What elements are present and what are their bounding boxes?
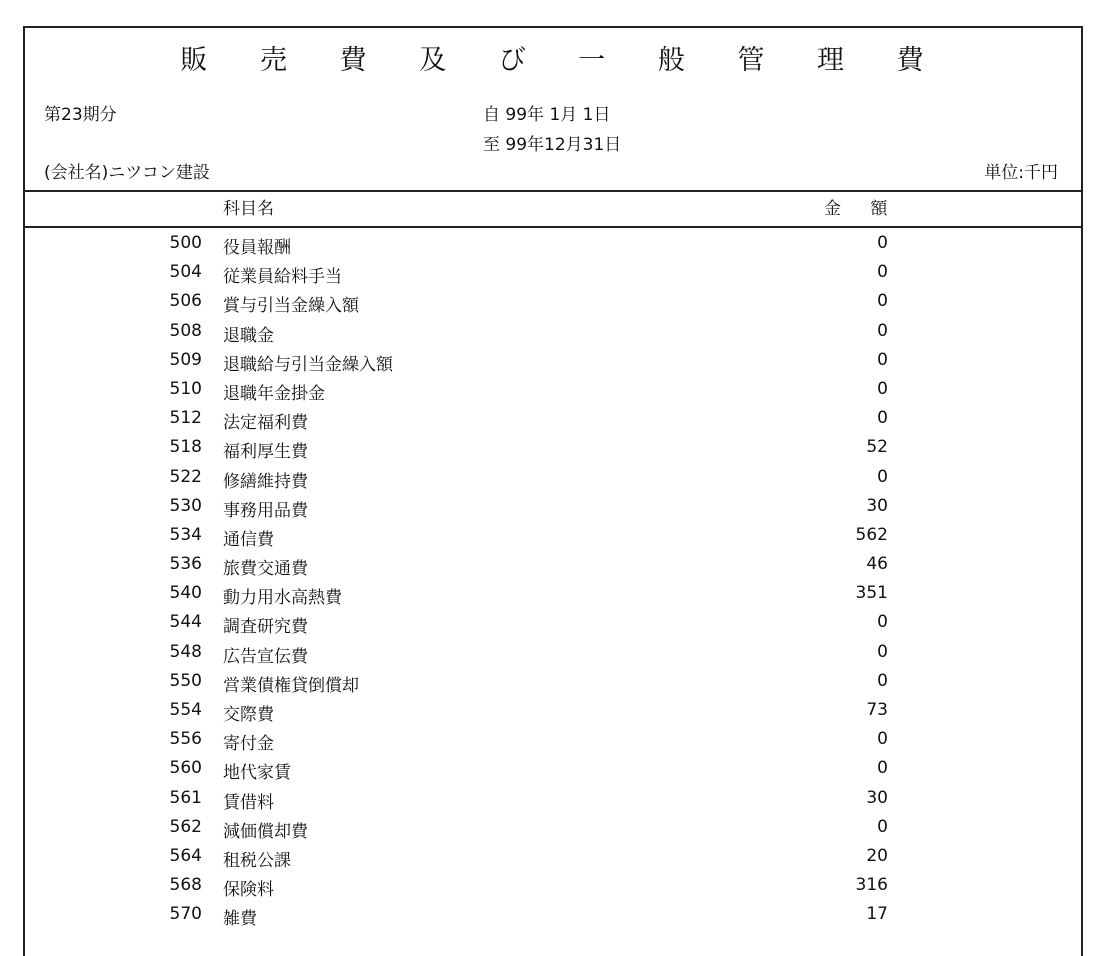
table-row [0,725,1104,754]
account-code: 560 [169,758,202,779]
report-title: 販 売 費 及 び 一 般 管 理 費 [180,45,946,76]
account-amount: 0 [877,349,888,370]
table-row [0,579,1104,608]
account-amount: 0 [877,262,888,283]
table-row [0,550,1104,579]
account-amount: 0 [877,729,888,750]
table-row [0,287,1104,316]
account-amount: 30 [866,495,888,516]
table-row [0,784,1104,813]
table-row [0,900,1104,929]
period-from-date: 自 99年 1月 1日 [483,105,611,125]
table-row [0,696,1104,725]
account-amount: 0 [877,378,888,399]
account-code: 518 [169,437,202,458]
table-row [0,638,1104,667]
account-amount: 17 [866,904,888,925]
table-row [0,871,1104,900]
table-row [0,608,1104,637]
account-amount: 46 [866,554,888,575]
column-header-account-name: 科目名 [223,199,274,219]
account-code: 536 [169,554,202,575]
table-row [0,492,1104,521]
table-row [0,433,1104,462]
account-name: 役員報酬 [223,238,291,258]
account-name: 寄付金 [223,734,274,755]
account-code: 522 [169,466,202,487]
account-amount: 0 [877,291,888,312]
account-amount: 73 [866,700,888,720]
account-name: 地代家賃 [223,763,291,784]
account-code: 570 [169,904,202,925]
account-name: 雑費 [223,909,257,930]
account-amount: 0 [877,641,888,662]
account-name: 退職給与引当金繰入額 [223,354,393,375]
account-amount: 0 [877,233,888,253]
account-amount: 0 [877,816,888,837]
table-row [0,813,1104,842]
table-row [0,346,1104,375]
account-code: 562 [169,816,202,837]
account-name: 営業債権貸倒償却 [223,675,359,696]
account-name: 広告宣伝費 [223,646,308,667]
header-bottom-rule [24,226,1082,228]
header-top-rule [24,190,1082,192]
account-amount: 30 [866,787,888,808]
account-code: 556 [169,729,202,750]
account-name: 賞与引当金繰入額 [223,296,359,317]
account-code: 512 [169,408,202,429]
account-name: 保険料 [223,880,274,901]
account-code: 544 [169,612,202,633]
account-amount: 0 [877,670,888,691]
expense-table-body [0,229,1104,930]
table-row [0,375,1104,404]
account-code: 564 [169,845,202,866]
account-name: 修繕維持費 [223,471,308,492]
account-code: 530 [169,495,202,516]
account-code: 504 [169,262,202,283]
table-row [0,667,1104,696]
account-name: 退職年金掛金 [223,383,325,404]
account-code: 500 [169,233,202,253]
account-code: 550 [169,670,202,691]
table-row [0,754,1104,783]
account-amount: 0 [877,612,888,633]
account-code: 548 [169,641,202,662]
account-code: 554 [169,700,202,720]
account-code: 568 [169,875,202,896]
account-amount: 52 [866,437,888,458]
account-code: 540 [169,583,202,604]
account-code: 508 [169,320,202,341]
account-code: 509 [169,349,202,370]
unit-label: 単位:千円 [984,163,1058,183]
table-row [0,521,1104,550]
table-row [0,258,1104,287]
account-amount: 562 [855,524,888,545]
account-name: 賃借料 [223,792,274,813]
table-row [0,842,1104,871]
account-name: 旅費交通費 [223,559,308,580]
account-amount: 0 [877,466,888,487]
account-name: 減価償却費 [223,821,308,842]
account-name: 通信費 [223,529,274,550]
company-name: (会社名)ニツコン建設 [44,163,210,183]
account-amount: 20 [866,845,888,866]
table-row [0,463,1104,492]
period-label: 第23期分 [44,105,117,125]
account-name: 動力用水高熱費 [223,588,342,609]
account-name: 租税公課 [223,850,291,871]
account-name: 法定福利費 [223,413,308,434]
table-row [0,317,1104,346]
account-amount: 316 [855,875,888,896]
account-code: 506 [169,291,202,312]
account-name: 事務用品費 [223,500,308,521]
account-name: 福利厚生費 [223,442,308,463]
table-row [0,229,1104,258]
account-name: 退職金 [223,325,274,346]
account-code: 561 [169,787,202,808]
account-amount: 0 [877,408,888,429]
account-amount: 0 [877,758,888,779]
table-row [0,404,1104,433]
account-name: 交際費 [223,705,274,725]
period-to-date: 至 99年12月31日 [483,135,622,155]
account-amount: 351 [855,583,888,604]
account-amount: 0 [877,320,888,341]
account-code: 534 [169,524,202,545]
column-header-amount: 金 額 [824,199,900,219]
account-code: 510 [169,378,202,399]
account-name: 調査研究費 [223,617,308,638]
account-name: 従業員給料手当 [223,267,342,288]
